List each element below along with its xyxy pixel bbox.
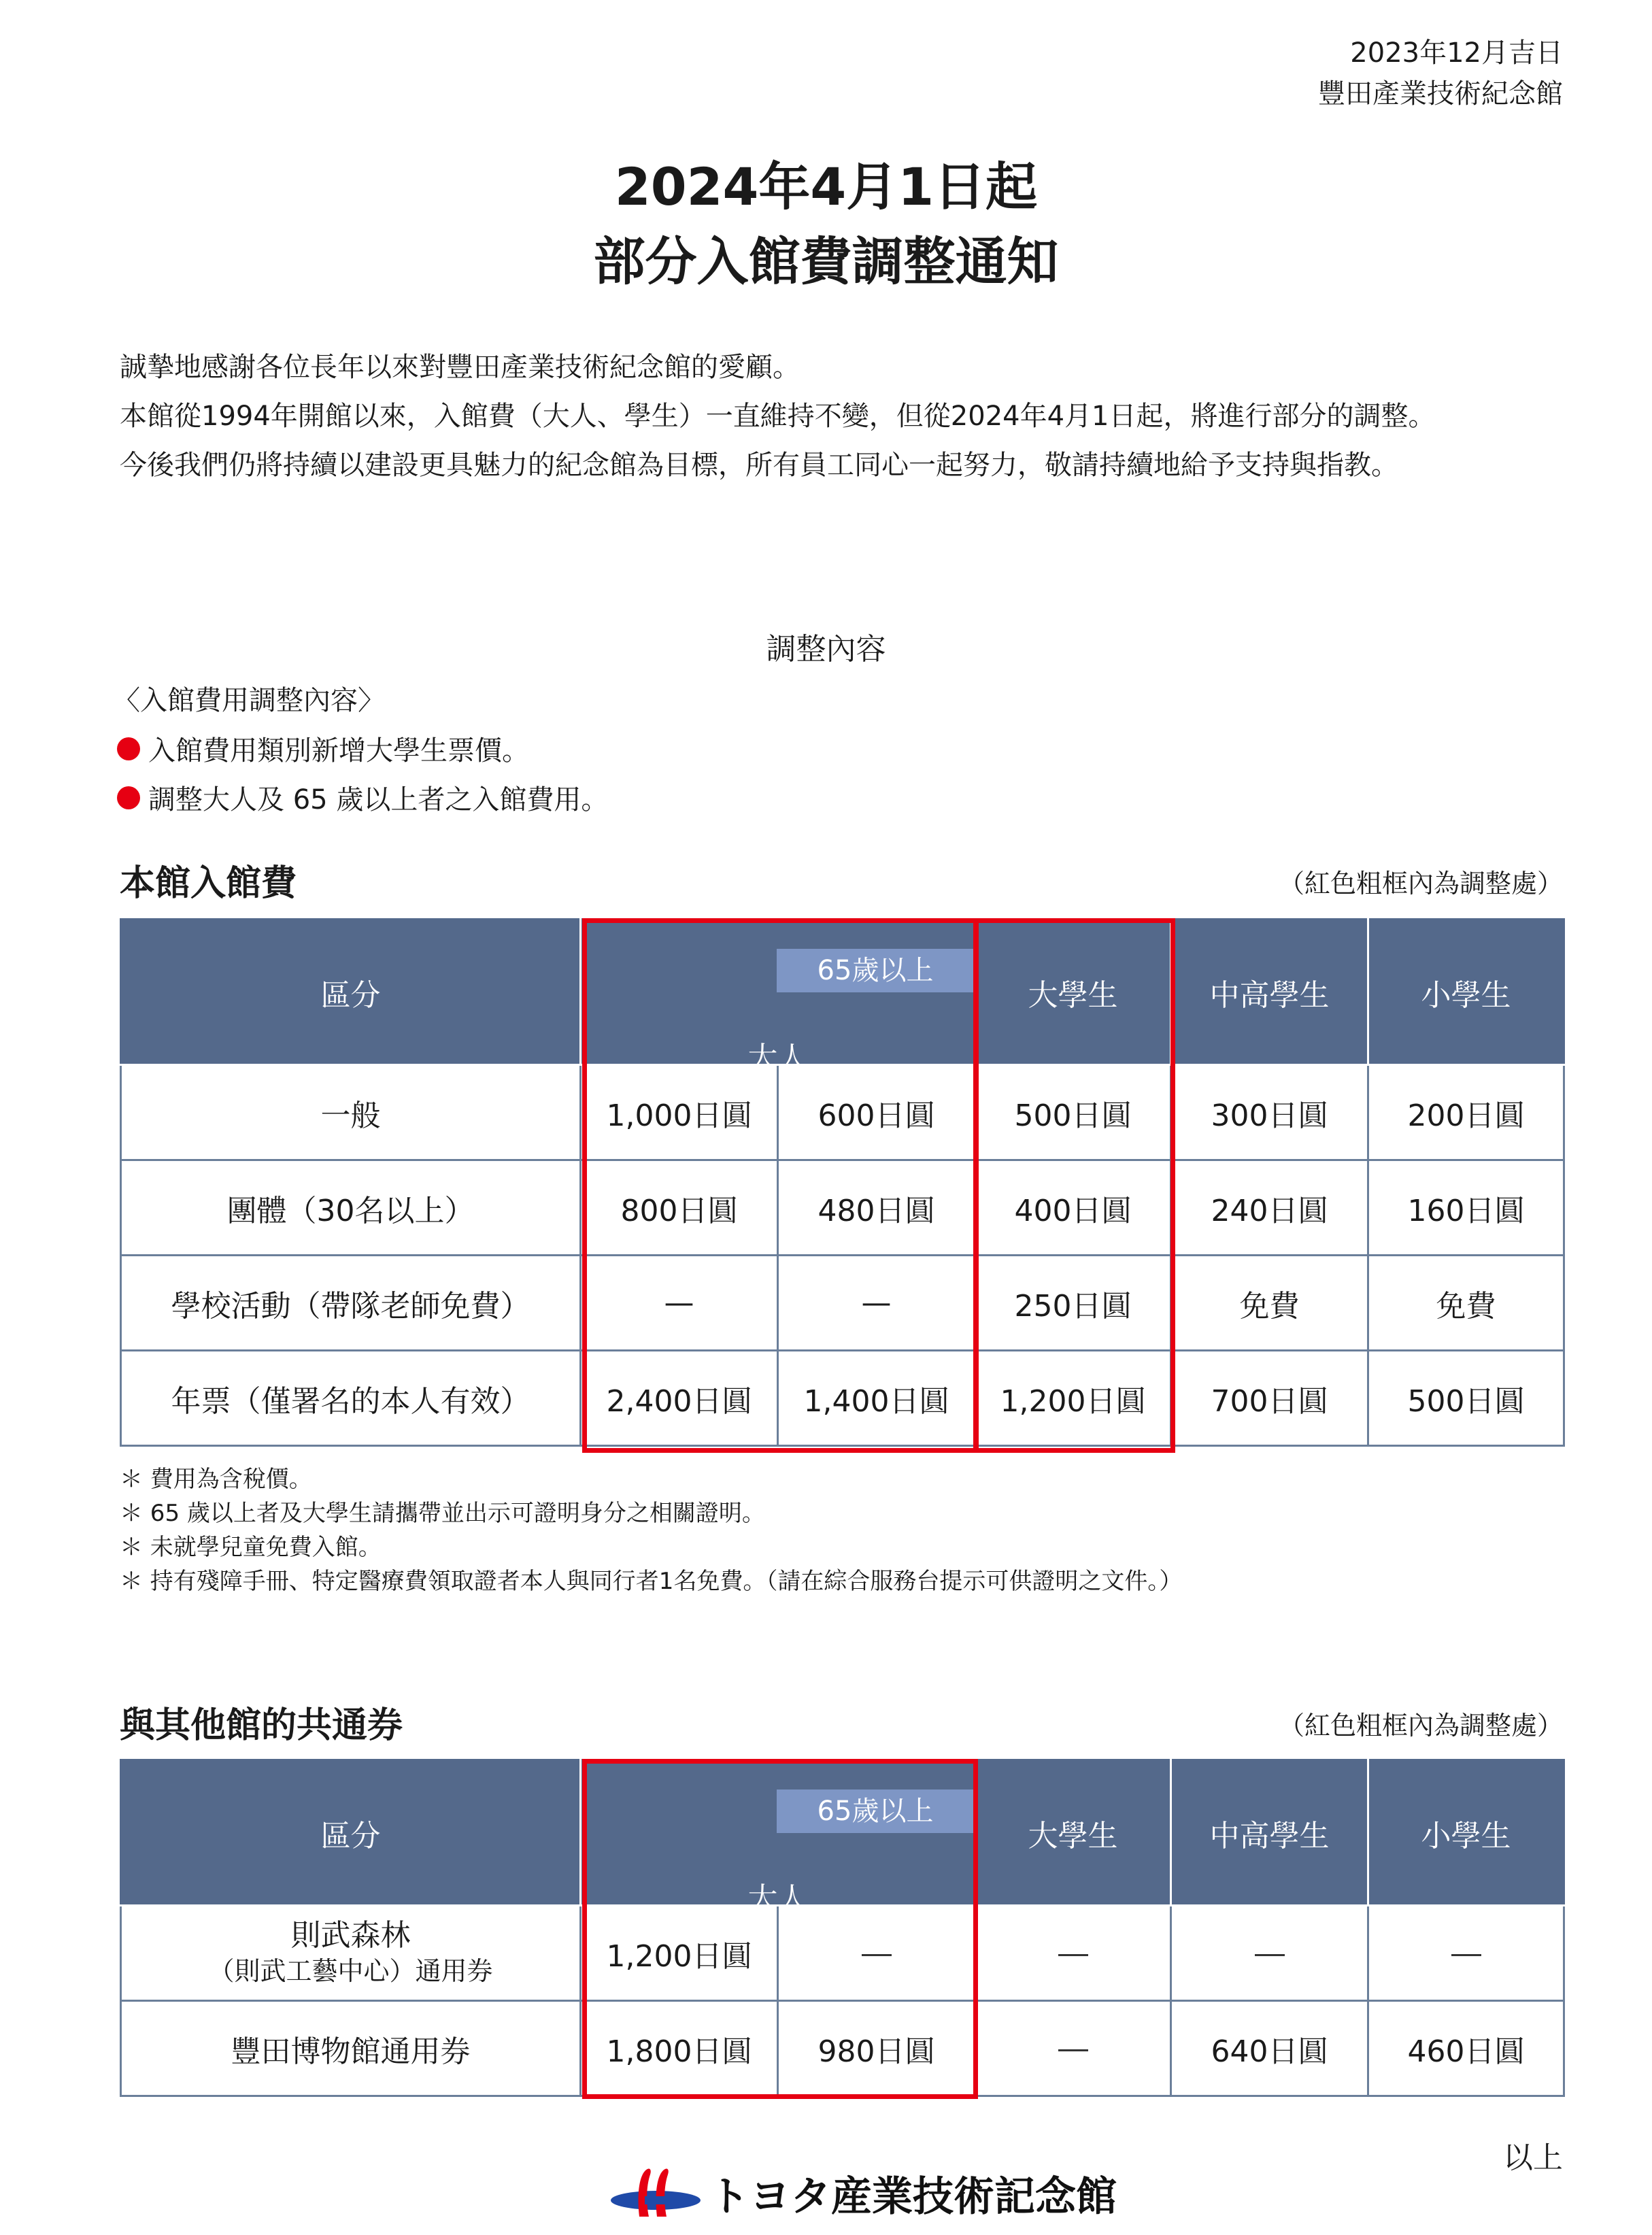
red-frame-university bbox=[974, 918, 1175, 1453]
title-line-2: 部分入館費調整通知 bbox=[593, 231, 1059, 292]
row-category: 學校活動（帶隊老師免費） bbox=[121, 1256, 581, 1351]
cell-elementary: 160日圓 bbox=[1368, 1160, 1564, 1256]
adult-label: 大人 bbox=[747, 1040, 808, 1075]
footnote-line: ＊ 持有殘障手冊、特定醫療費領取證者本人與同行者1名免費。（請在綜合服務台提示可供證明之文件。） bbox=[120, 1568, 1183, 1595]
logo-text: トヨタ産業技術記念館 bbox=[709, 2173, 1117, 2221]
header-highschool: 中高學生 bbox=[1171, 1760, 1368, 1906]
cell-senior: 980日圓 bbox=[778, 2001, 975, 2096]
bullet-text: 入館費用類別新增大學生票價。 bbox=[148, 735, 529, 767]
cell-elementary: 500日圓 bbox=[1368, 1351, 1564, 1446]
cell-university bbox=[975, 1906, 1171, 2001]
category-line: （則武工藝中心）通用券 bbox=[208, 1955, 493, 1986]
issue-date: 2023年12月吉日 bbox=[1350, 37, 1563, 69]
cell-highschool: 640日圓 bbox=[1171, 2001, 1368, 2096]
row-category: 一般 bbox=[121, 1065, 581, 1160]
cell-highschool: 免費 bbox=[1171, 1256, 1368, 1351]
red-bullet-icon bbox=[117, 737, 140, 760]
cell-elementary: 免費 bbox=[1368, 1256, 1564, 1351]
closing-text: 以上 bbox=[1503, 2140, 1563, 2175]
header-elementary: 小學生 bbox=[1368, 920, 1564, 1065]
cell-senior: 480日圓 bbox=[778, 1160, 975, 1256]
senior-chip: 65歲以上 bbox=[777, 1789, 974, 1833]
red-frame-adult bbox=[582, 1759, 978, 2099]
header-university: 大學生 bbox=[975, 1760, 1171, 1906]
not-applicable-dash bbox=[1058, 1954, 1088, 1956]
header-category: 區分 bbox=[121, 920, 581, 1065]
cell-university: 1,200日圓 bbox=[975, 1351, 1171, 1446]
cell-elementary bbox=[1368, 1906, 1564, 2001]
cell-highschool: 240日圓 bbox=[1171, 1160, 1368, 1256]
cell-adult: 1,800日圓 bbox=[581, 2001, 778, 2096]
cell-adult: — bbox=[581, 1256, 778, 1351]
bullet-text: 調整大人及 65 歲以上者之入館費用。 bbox=[148, 784, 609, 816]
header-elementary: 小學生 bbox=[1368, 1760, 1564, 1906]
footnote-line: ＊ 未就學兒童免費入館。 bbox=[120, 1534, 382, 1561]
red-bullet-icon bbox=[117, 786, 140, 809]
cell-highschool: 700日圓 bbox=[1171, 1351, 1368, 1446]
footnotes bbox=[120, 1462, 1182, 1598]
main-fees-note: （紅色粗框內為調整處） bbox=[1278, 869, 1563, 898]
row-category: 團體（30名以上） bbox=[121, 1160, 581, 1256]
row-category: 豐田博物館通用券 bbox=[121, 2001, 581, 2096]
adjust-heading: 調整內容 bbox=[766, 632, 886, 667]
cell-highschool bbox=[1171, 1906, 1368, 2001]
logo bbox=[609, 2164, 1117, 2223]
main-fees-title: 本館入館費 bbox=[120, 863, 297, 904]
cell-elementary: 200日圓 bbox=[1368, 1065, 1564, 1160]
cell-senior: 600日圓 bbox=[778, 1065, 975, 1160]
intro-line: 誠摯地感謝各位長年以來對豐田產業技術紀念館的愛顧。 bbox=[120, 352, 800, 383]
not-applicable-dash bbox=[1058, 2049, 1088, 2051]
common-ticket-title: 與其他館的共通券 bbox=[120, 1705, 403, 1746]
toyota-commemorative-museum-logo-icon bbox=[609, 2166, 702, 2221]
adjust-bullet bbox=[117, 778, 608, 817]
row-category: 年票（僅署名的本人有效） bbox=[121, 1351, 581, 1446]
header-highschool: 中高學生 bbox=[1171, 920, 1368, 1065]
footnote-line: ＊ 65 歲以上者及大學生請攜帶並出示可證明身分之相關證明。 bbox=[120, 1500, 765, 1527]
red-frame-adult bbox=[582, 918, 978, 1453]
intro-line: 本館從1994年開館以來，入館費（大人、學生）一直維持不變，但從2024年4月1日起，將進行部分的調整。 bbox=[120, 401, 1436, 432]
cell-adult: 800日圓 bbox=[581, 1160, 778, 1256]
cell-senior: — bbox=[778, 1256, 975, 1351]
cell-university: 250日圓 bbox=[975, 1256, 1171, 1351]
cell-university: 400日圓 bbox=[975, 1160, 1171, 1256]
cell-university: 500日圓 bbox=[975, 1065, 1171, 1160]
not-applicable-dash bbox=[1451, 1954, 1481, 1956]
common-ticket-note: （紅色粗框內為調整處） bbox=[1278, 1711, 1563, 1741]
senior-chip: 65歲以上 bbox=[777, 949, 974, 992]
not-applicable-dash bbox=[1255, 1954, 1285, 1956]
adjust-subheading: 〈入館費用調整內容〉 bbox=[113, 685, 385, 716]
adult-label: 大人 bbox=[747, 1881, 808, 1916]
cell-elementary: 460日圓 bbox=[1368, 2001, 1564, 2096]
intro-line: 今後我們仍將持續以建設更具魅力的紀念館為目標，所有員工同心一起努力，敬請持續地給予支持與指教。 bbox=[120, 450, 1398, 481]
cell-adult: 1,200日圓 bbox=[581, 1906, 778, 2001]
document-header bbox=[1318, 33, 1563, 114]
cell-adult: 1,000日圓 bbox=[581, 1065, 778, 1160]
cell-adult: 2,400日圓 bbox=[581, 1351, 778, 1446]
cell-highschool: 300日圓 bbox=[1171, 1065, 1368, 1160]
issuing-organization: 豐田產業技術紀念館 bbox=[1318, 78, 1563, 110]
title-line-1: 2024年4月1日起 bbox=[614, 156, 1038, 217]
header-university: 大學生 bbox=[975, 920, 1171, 1065]
category-line: 則武森林 bbox=[290, 1917, 411, 1953]
intro-paragraph bbox=[120, 343, 1436, 490]
footnote-line: ＊ 費用為含稅價。 bbox=[120, 1466, 312, 1493]
cell-university bbox=[975, 2001, 1171, 2096]
cell-senior: 1,400日圓 bbox=[778, 1351, 975, 1446]
row-category bbox=[121, 1906, 581, 2001]
header-category: 區分 bbox=[121, 1760, 581, 1906]
adjust-bullet bbox=[117, 729, 529, 768]
